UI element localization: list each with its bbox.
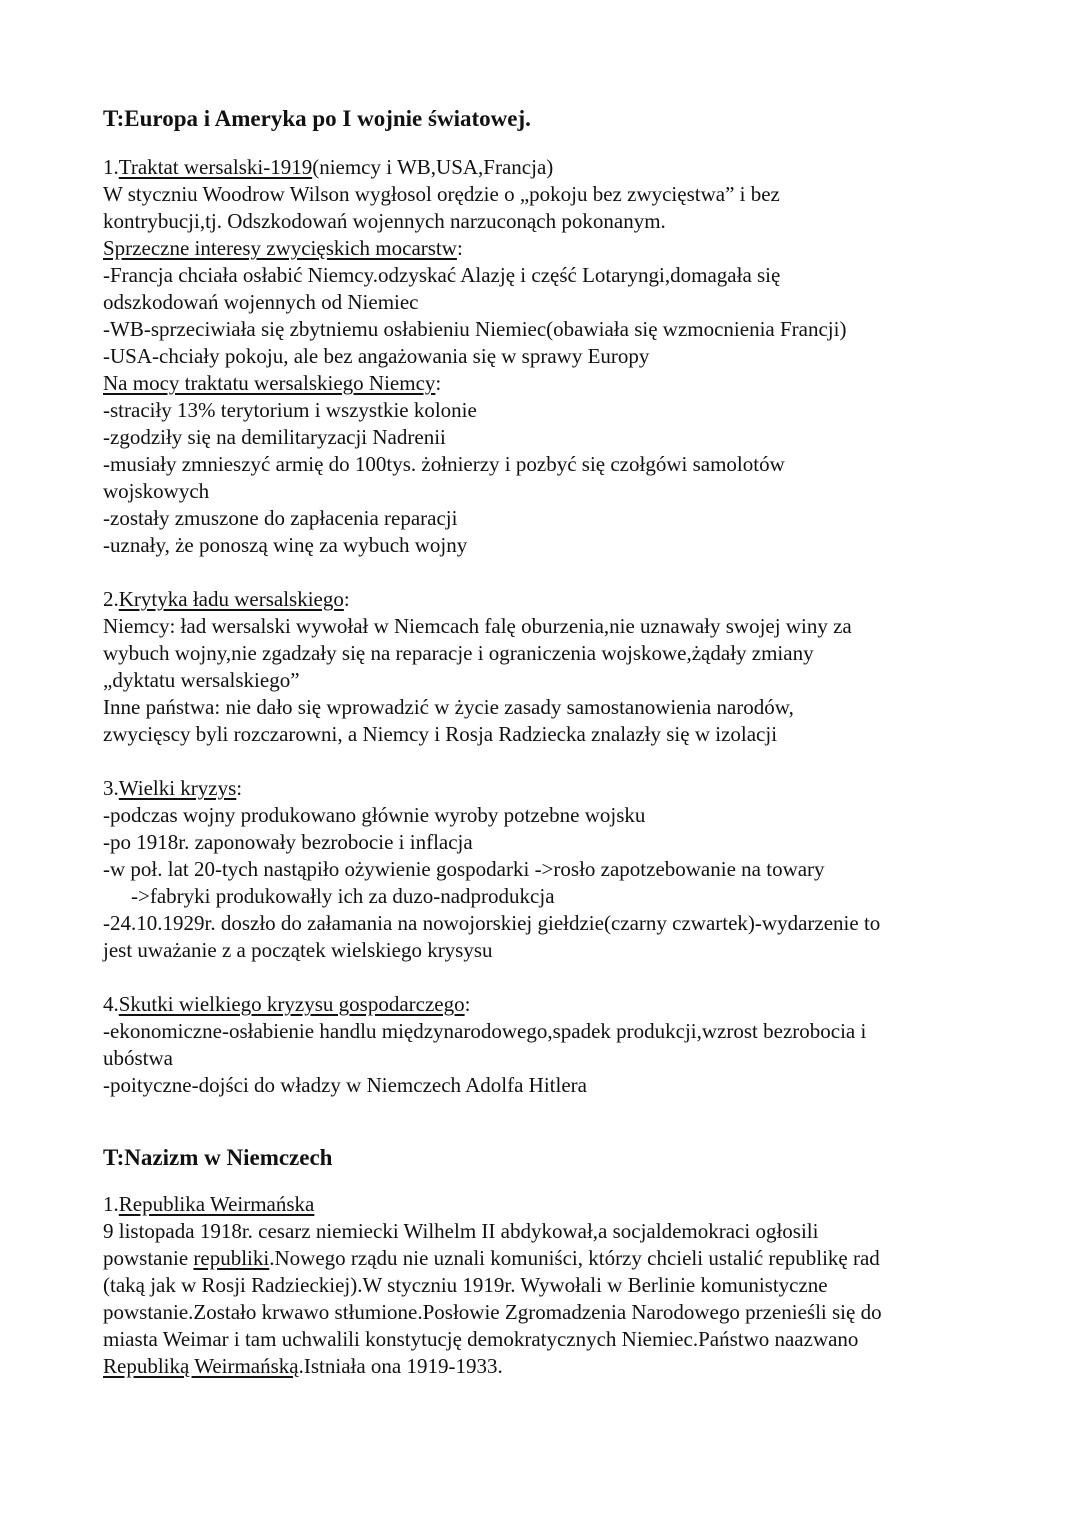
- term-republiki: republiki: [193, 1246, 270, 1270]
- text-line: Republiką Weirmańską.Istniała ona 1919-1933.: [103, 1354, 503, 1378]
- text-line: -ekonomiczne-osłabienie handlu międzynarodowego,spadek produkcji,wzrost bezrobocia i: [103, 1019, 867, 1043]
- spacer: [103, 559, 1003, 586]
- term-republika-weirmanska: Republiką Weirmańską: [103, 1354, 299, 1378]
- point-3-heading-line: 3.Wielki kryzys:: [103, 776, 243, 800]
- text-line: kontrybucji,tj. Odszkodowań wojennych narzuconąch pokonanym.: [103, 209, 666, 233]
- text-line-indented: ->fabryki produkowałly ich za duzo-nadprodukcja: [131, 884, 555, 908]
- spacer: [103, 964, 1003, 991]
- text-line: jest uważanie z a początek wielskiego krysysu: [103, 938, 493, 962]
- text-line: -24.10.1929r. doszło do załamania na nowojorskiej giełdzie(czarny czwartek)-wydarzenie to: [103, 911, 881, 935]
- point-1-heading-line: 1.Traktat wersalski-1919(niemcy i WB,USA,Francja): [103, 155, 554, 179]
- spacer: [103, 748, 1003, 775]
- section-title-nazizm: T:Nazizm w Niemczech: [103, 1145, 333, 1170]
- spacer: [103, 1099, 1003, 1143]
- text-line: wybuch wojny,nie zgadzały się na reparacje i ograniczenia wojskowe,żądały zmiany: [103, 641, 814, 665]
- subheading-line: Na mocy traktatu wersalskiego Niemcy:: [103, 371, 442, 395]
- point-4-heading: Skutki wielkiego kryzysu gospodarczego: [118, 992, 465, 1016]
- subheading-treaty: Na mocy traktatu wersalskiego Niemcy: [103, 371, 436, 395]
- text-line: -Francja chciała osłabić Niemcy.odzyskać Alazję i część Lotaryngi,domagała się: [103, 263, 781, 287]
- text-line: -zgodziły się na demilitaryzacji Nadrenii: [103, 425, 446, 449]
- point-2-heading-line: 2.Krytyka ładu wersalskiego:: [103, 587, 350, 611]
- point-1b-heading: Republika Weirmańska: [118, 1192, 315, 1216]
- text-line: powstanie.Zostało krwawo stłumione.Posłowie Zgromadzenia Narodowego przenieśli się do: [103, 1300, 882, 1324]
- point-2-heading: Krytyka ładu wersalskiego: [118, 587, 344, 611]
- text-line: (taką jak w Rosji Radzieckiej).W styczniu 1919r. Wywołali w Berlinie komunistyczne: [103, 1273, 828, 1297]
- text-line: W styczniu Woodrow Wilson wygłosol orędzie o „pokoju bez zwycięstwa” i bez: [103, 182, 780, 206]
- point-3-heading: Wielki kryzys: [118, 776, 237, 800]
- text-line: miasta Weimar i tam uchwalili konstytucję demokratycznych Niemiec.Państwo naazwano: [103, 1327, 859, 1351]
- text-line: zwycięscy byli rozczarowni, a Niemcy i Rosja Radziecka znalazły się w izolacji: [103, 722, 778, 746]
- text-line: -w poł. lat 20-tych nastąpiło ożywienie gospodarki ->rosło zapotzebowanie na towary: [103, 857, 825, 881]
- text-line: ubóstwa: [103, 1046, 173, 1070]
- text-line: wojskowych: [103, 479, 210, 503]
- text-line: -podczas wojny produkowano głównie wyroby potzebne wojsku: [103, 803, 646, 827]
- subheading-line: Sprzeczne interesy zwycięskich mocarstw:: [103, 236, 463, 260]
- point-1-heading: Traktat wersalski-1919: [118, 155, 313, 179]
- point-4-heading-line: 4.Skutki wielkiego kryzysu gospodarczego:: [103, 992, 471, 1016]
- text-line: -zostały zmuszone do zapłacenia reparacji: [103, 506, 458, 530]
- text-line: -uznały, że ponoszą winę za wybuch wojny: [103, 533, 468, 557]
- text-line: -poityczne-dojści do władzy w Niemczech Adolfa Hitlera: [103, 1073, 587, 1097]
- text-line: odszkodowań wojennych od Niemiec: [103, 290, 419, 314]
- text-line: -musiały zmnieszyć armię do 100tys. żołnierzy i pozbyć się czołgówi samolotów: [103, 452, 785, 476]
- text-line: 9 listopada 1918r. cesarz niemiecki Wilhelm II abdykował,a socjaldemokraci ogłosili: [103, 1219, 819, 1243]
- point-1b-heading-line: 1.Republika Weirmańska: [103, 1192, 315, 1216]
- document-page: [103, 104, 1003, 1380]
- text-line: -USA-chciały pokoju, ale bez angażowania się w sprawy Europy: [103, 344, 650, 368]
- text-line: Inne państwa: nie dało się wprowadzić w życie zasady samostanowienia narodów,: [103, 695, 794, 719]
- text-line: Niemcy: ład wersalski wywołał w Niemcach falę oburzenia,nie uznawały swojej winy za: [103, 614, 852, 638]
- text-line: -po 1918r. zaponowały bezrobocie i inflacja: [103, 830, 473, 854]
- text-line: „dyktatu wersalskiego”: [103, 668, 300, 692]
- text-line: -WB-sprzeciwiała się zbytniemu osłabieniu Niemiec(obawiała się wzmocnienia Francji): [103, 317, 847, 341]
- text-line: -straciły 13% terytorium i wszystkie kolonie: [103, 398, 477, 422]
- text-line: powstanie republiki.Nowego rządu nie uznali komuniści, którzy chcieli ustalić republikę rad: [103, 1246, 880, 1270]
- section-title-europa: T:Europa i Ameryka po I wojnie światowej.: [103, 106, 531, 131]
- subheading-interests: Sprzeczne interesy zwycięskich mocarstw: [103, 236, 457, 260]
